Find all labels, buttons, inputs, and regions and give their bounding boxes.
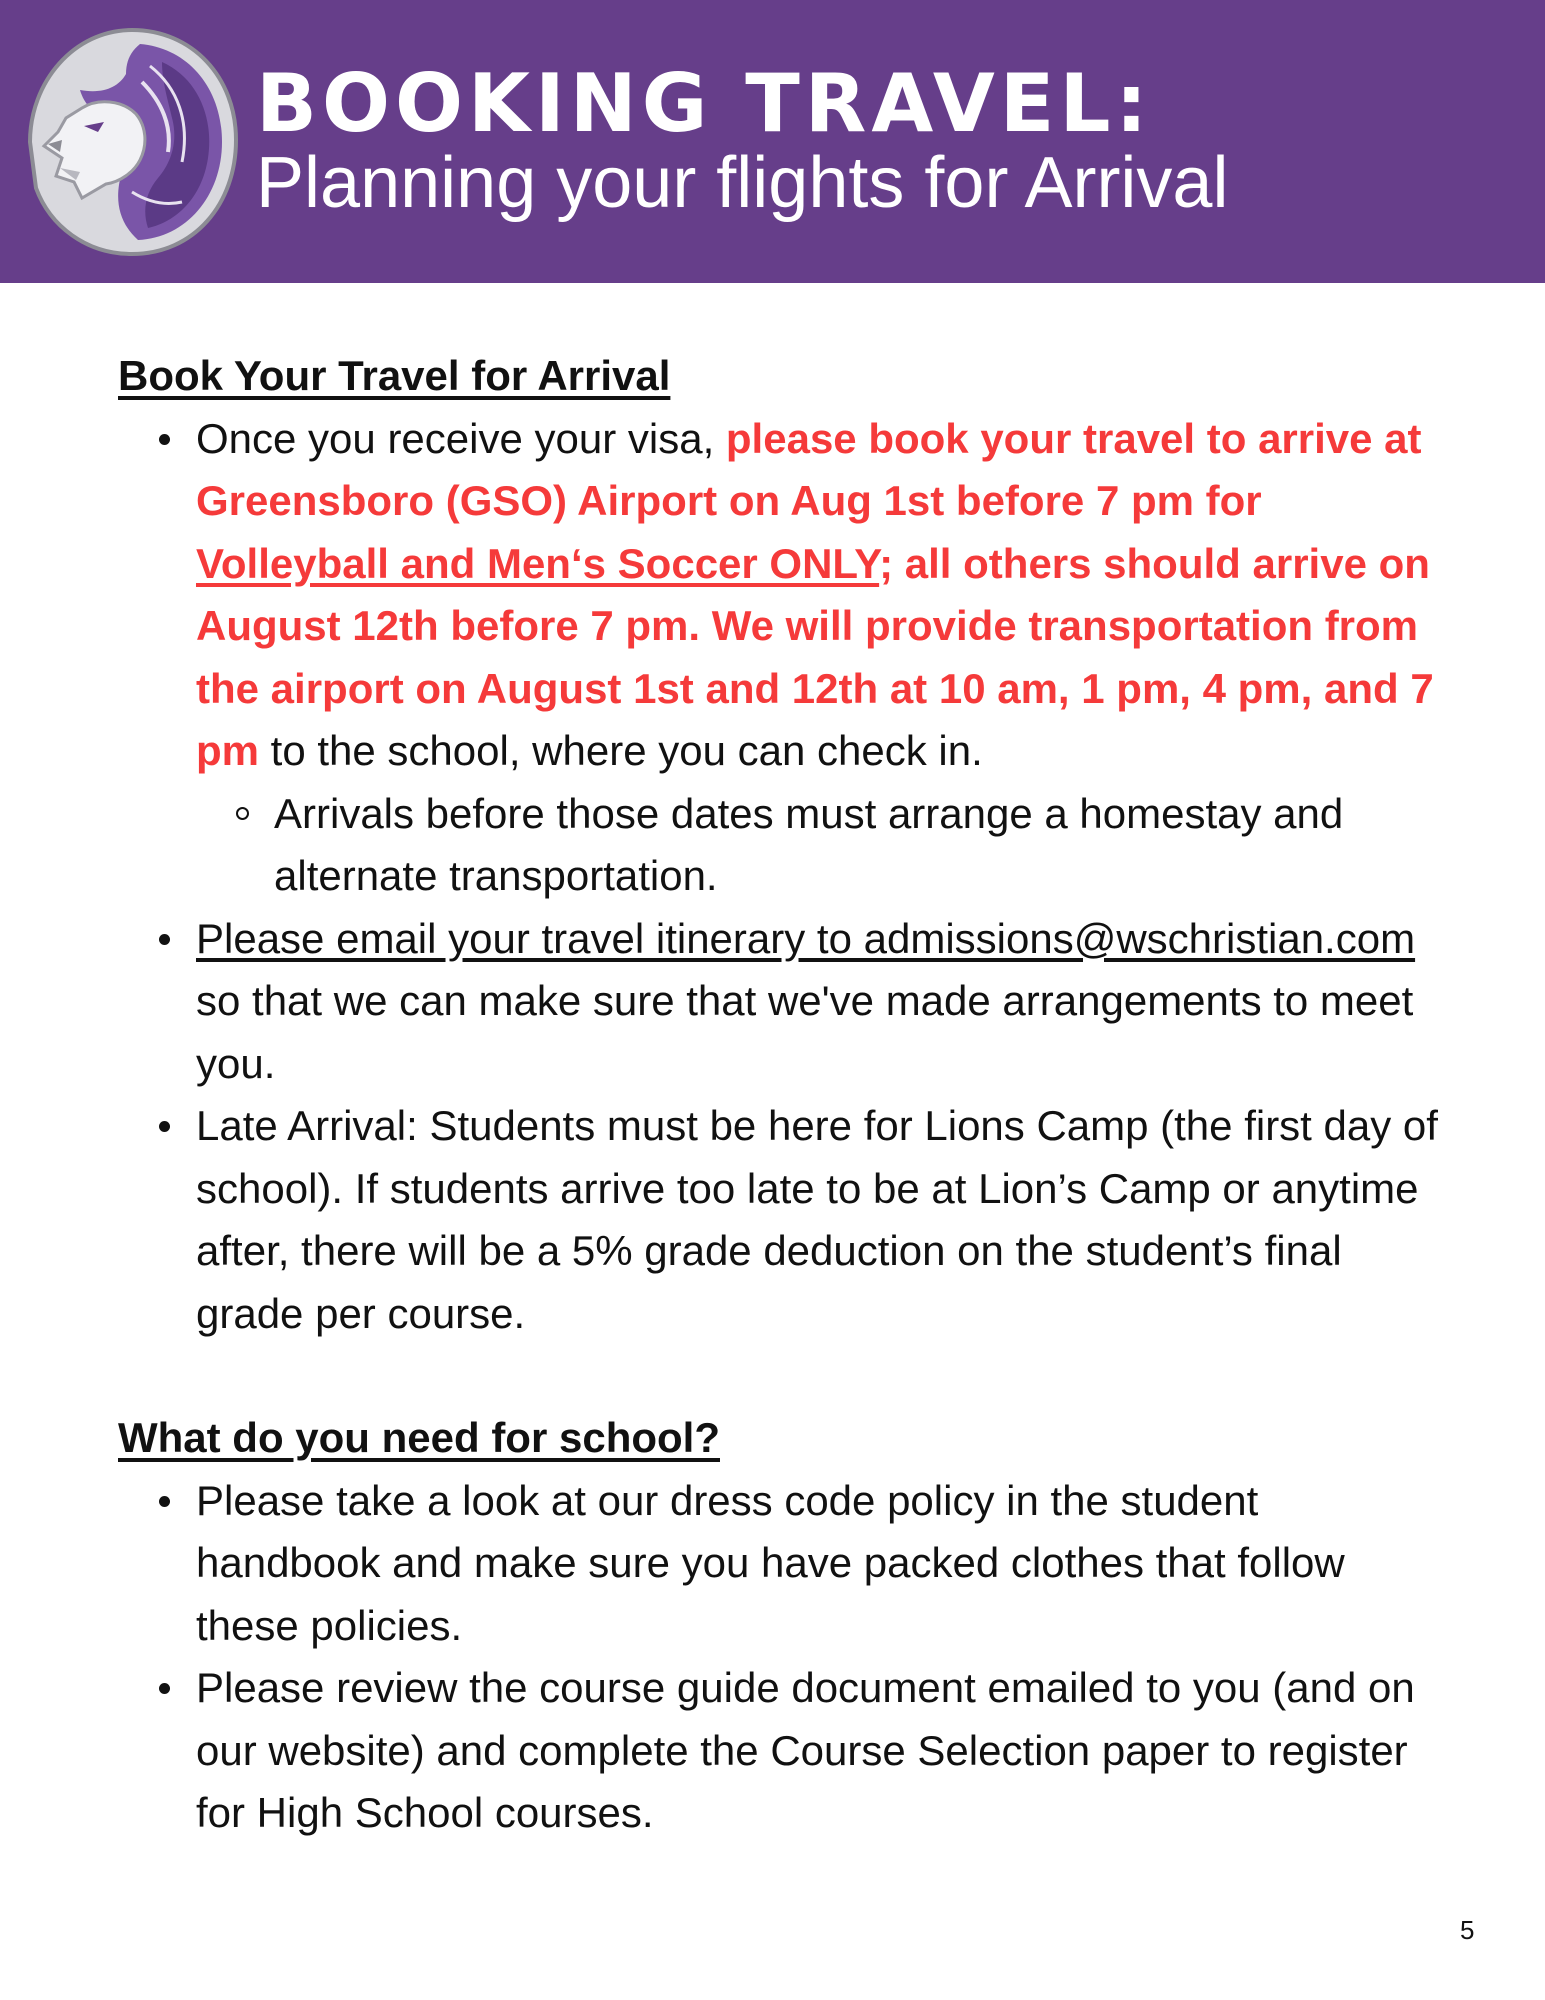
email-link[interactable]: Please email your travel itinerary to admissions@wschristian.com xyxy=(196,914,1416,962)
list-item xyxy=(196,408,1438,908)
list-item: Please review the course guide document emailed to you (and on our website) and complete the Course Selection paper to register for High School courses. xyxy=(196,1657,1438,1845)
page-number: 5 xyxy=(1460,1915,1475,1945)
list-item: Please take a look at our dress code policy in the student handbook and make sure you have packed clothes that follow these policies. xyxy=(196,1470,1438,1658)
school-needs-list xyxy=(118,1470,1438,1845)
bullet-text: so that we can make sure that we've made arrangements to meet you. xyxy=(196,977,1414,1087)
section-heading-school-needs: What do you need for school? xyxy=(118,1414,720,1461)
lion-logo-icon xyxy=(22,22,242,262)
list-item xyxy=(196,908,1438,1096)
book-travel-list xyxy=(118,408,1438,1346)
bullet-text: to the school, where you can check in. xyxy=(259,727,983,774)
page-title: BOOKING TRAVEL: xyxy=(256,57,1153,150)
section-heading-book-travel: Book Your Travel for Arrival xyxy=(118,352,671,399)
highlight-text: please book your travel to arrive at Greensboro (GSO) Airport on Aug 1st before 7 pm for xyxy=(196,414,1422,524)
sub-list xyxy=(196,783,1438,908)
highlight-text: ; all others should arrive on August 12th before 7 pm. We will provide transportation from the airport on August 1st and 12th at 10 am, 1 pm, 4 pm, and 7 pm xyxy=(196,539,1434,774)
page-header xyxy=(0,0,1545,283)
highlight-underlined-text: Volleyball and Men‘s Soccer ONLY xyxy=(196,539,880,587)
page-content xyxy=(118,345,1438,1845)
list-item: Late Arrival: Students must be here for Lions Camp (the first day of school). If students arrive too late to be at Lion’s Camp or anytime after, there will be a 5% grade deduction on the student’s final grade per course. xyxy=(196,1095,1438,1345)
sub-list-item: Arrivals before those dates must arrange a homestay and alternate transportation. xyxy=(274,783,1438,908)
bullet-text: Once you receive your visa, xyxy=(196,414,726,462)
section-spacer xyxy=(118,1345,1438,1407)
page-subtitle: Planning your flights for Arrival xyxy=(256,143,1229,223)
